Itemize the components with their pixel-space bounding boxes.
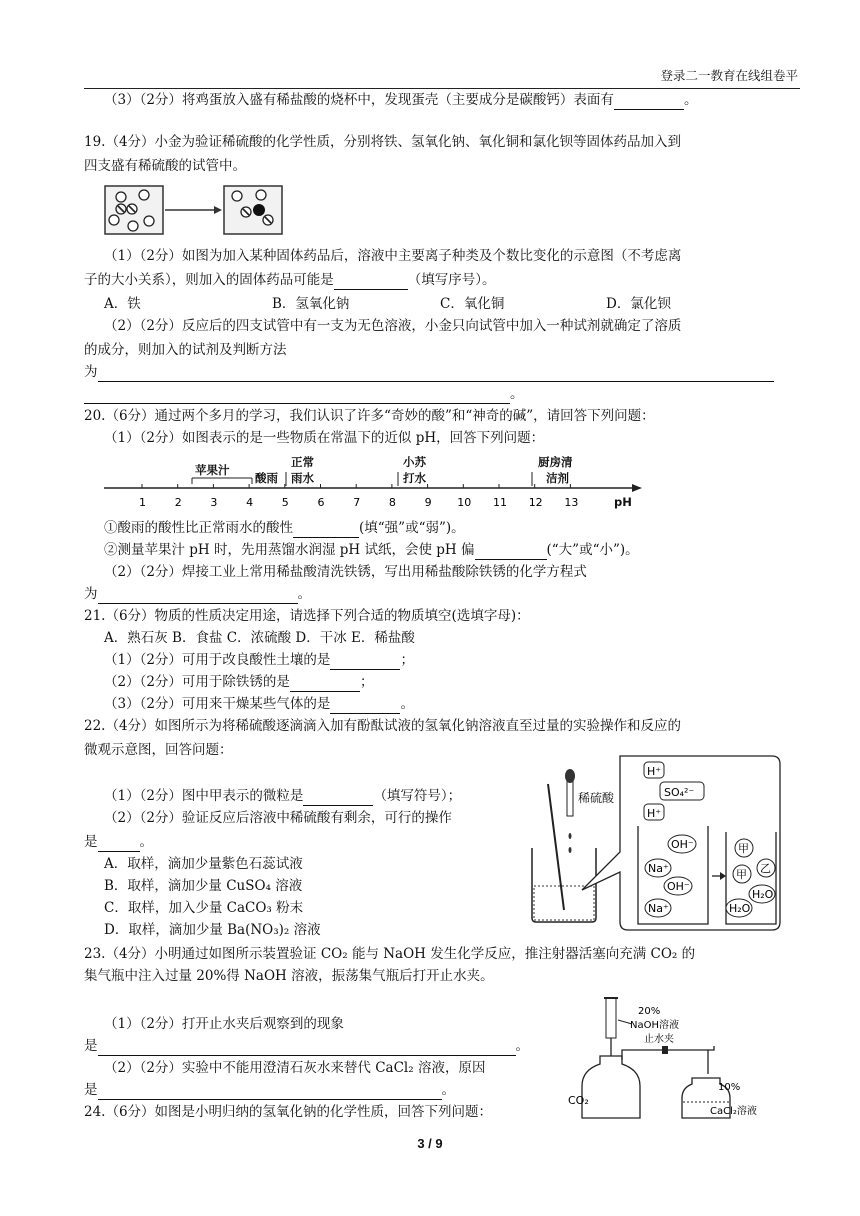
q19-part2-line2: 的成分，则加入的试剂及判断方法 xyxy=(84,342,287,358)
ph-tick-label: 4 xyxy=(246,496,254,509)
q19-ion-diagram xyxy=(100,182,290,240)
q22-part2-line1: （2）（2分）验证反应后溶液中稀硫酸有剩余，可行的操作 xyxy=(104,810,452,826)
ion-oh-1: OH⁻ xyxy=(671,838,694,851)
q19-option-c: C．氧化铜 xyxy=(440,296,505,312)
q19-part1-line2: 子的大小关系），则加入的固体药品可能是 （填写序号）。 xyxy=(84,272,496,288)
q22-option-b: B．取样，滴加少量 CuSO₄ 溶液 xyxy=(104,878,303,894)
q19-option-d: D．氯化钡 xyxy=(606,296,671,312)
ph-tick-label: 10 xyxy=(457,496,472,509)
particle-jia-2: 甲 xyxy=(736,868,747,881)
ph-tick-label: 9 xyxy=(424,496,432,509)
ion-na-2: Na⁺ xyxy=(648,902,669,915)
ph-tick-label: 2 xyxy=(174,496,182,509)
ph-scale-diagram xyxy=(100,452,650,514)
naoh-percent: 20% xyxy=(638,1006,661,1017)
label-normal-rain-1: 正常 xyxy=(291,455,314,469)
q20-part2-line2: 为 。 xyxy=(84,586,311,602)
header-brand: 登录二一教育在线组卷平 xyxy=(660,68,798,83)
q23-stem-2: 集气瓶中注入过量 20%得 NaOH 溶液，振荡集气瓶后打开止水夹。 xyxy=(84,968,494,984)
dropper-label: 稀硫酸 xyxy=(578,791,615,805)
q22-stem-2: 微观示意图，回答问题： xyxy=(84,742,233,758)
clamp-label: 止水夹 xyxy=(644,1034,674,1045)
label-ph-unit: pH xyxy=(614,495,632,509)
label-apple-juice: 苹果汁 xyxy=(195,463,230,477)
q21-part3: （3）（2分）可用来干燥某些气体的是 。 xyxy=(104,696,414,712)
q21-part2: （2）（2分）可用于除铁锈的是 ； xyxy=(104,674,374,690)
q21-stem: 21.（6分）物质的性质决定用途，请选择下列合适的物质填空(选填字母)： xyxy=(84,608,530,624)
ion-so4: SO₄²⁻ xyxy=(664,786,695,799)
ph-tick-label: 13 xyxy=(564,496,579,509)
q24-stem: 24.（6分）如图是小明归纳的氢氧化钠的化学性质，回答下列问题： xyxy=(84,1104,493,1120)
q20-sub1: ①酸雨的酸性比正常雨水的酸性 (填“强”或“弱”)。 xyxy=(104,520,465,536)
q21-choices: A．熟石灰 B．食盐 C．浓硫酸 D．干冰 E．稀盐酸 xyxy=(104,630,415,646)
naoh-label: NaOH溶液 xyxy=(630,1020,679,1031)
q23-stem-1: 23.（4分）小明通过如图所示装置验证 CO₂ 能与 NaOH 发生化学反应，推注射器活塞向充满 CO₂ 的 xyxy=(84,946,696,962)
header-rule xyxy=(84,88,800,89)
molecule-h2o-2: H₂O xyxy=(729,902,751,915)
q19-part2-line3: 为 xyxy=(84,362,774,382)
page-number: 3 / 9 xyxy=(417,1136,443,1151)
cacl2-percent: 10% xyxy=(718,1082,741,1093)
label-acid-rain: 酸雨 xyxy=(255,471,278,485)
particle-jia-1: 甲 xyxy=(738,842,749,855)
q23-part1-line1: （1）（2分）打开止水夹后观察到的现象 xyxy=(104,1016,344,1032)
q19-part2-line4: 。 xyxy=(84,384,524,404)
molecule-h2o-1: H₂O xyxy=(752,888,774,901)
q23-part2-line1: （2）（2分）实验中不能用澄清石灰水来替代 CaCl₂ 溶液，原因 xyxy=(104,1060,486,1076)
q23-apparatus-diagram xyxy=(560,994,780,1124)
ph-tick-label: 12 xyxy=(528,496,543,509)
ph-tick-label: 1 xyxy=(139,496,146,509)
q22-stem-1: 22.（4分）如图所示为将稀硫酸逐滴滴入加有酚酞试液的氢氧化钠溶液直至过量的实验操作和反应的 xyxy=(84,718,682,734)
q22-option-c: C．取样，加入少量 CaCO₃ 粉末 xyxy=(104,900,304,916)
ion-h-1: H⁺ xyxy=(647,765,662,778)
q22-part1: （1）（2分）图中甲表示的微粒是 （填写符号）； xyxy=(104,788,462,804)
q20-stem: 20.（6分）通过两个多月的学习，我们认识了许多“奇妙的酸”和“神奇的碱”，请回答下列问题： xyxy=(84,408,655,424)
q22-option-a: A．取样，滴加少量紫色石蕊试液 xyxy=(104,856,303,872)
label-baking-soda-2: 打水 xyxy=(403,471,426,485)
particle-yi: 乙 xyxy=(760,862,771,875)
q19-option-b: B．氢氧化钠 xyxy=(272,296,350,312)
ion-h-2: H⁺ xyxy=(647,807,662,820)
q19-option-a: A．铁 xyxy=(104,296,141,312)
cacl2-label: CaCl₂溶液 xyxy=(710,1106,757,1117)
label-kitchen-cleaner-2: 洁剂 xyxy=(546,471,569,485)
label-normal-rain-2: 雨水 xyxy=(291,471,314,485)
ion-na-1: Na⁺ xyxy=(648,862,669,875)
q20-part1: （1）（2分）如图表示的是一些物质在常温下的近似 pH，回答下列问题： xyxy=(104,430,545,446)
q19-stem-2: 四支盛有稀硫酸的试管中。 xyxy=(84,158,246,174)
ph-tick-label: 3 xyxy=(210,496,218,509)
q20-sub2: ②测量苹果汁 pH 时，先用蒸馏水润湿 pH 试纸，会使 pH 偏 (“大”或“小”)。 xyxy=(104,542,639,558)
q22-part2-line2: 是 。 xyxy=(84,834,153,850)
q19-part1-line1: （1）（2分）如图为加入某种固体药品后，溶液中主要离子种类及个数比变化的示意图（不考虑离 xyxy=(104,248,682,264)
ph-tick-label: 6 xyxy=(317,496,325,509)
ph-tick-label: 11 xyxy=(493,496,507,509)
q19-part2-line1: （2）（2分）反应后的四支试管中有一支为无色溶液，小金只向试管中加入一种试剂就确定了溶质 xyxy=(104,318,682,334)
q20-part2-line1: （2）（2分）焊接工业上常用稀盐酸清洗铁锈，写出用稀盐酸除铁锈的化学方程式 xyxy=(104,564,587,580)
q19-stem-1: 19.（4分）小金为验证稀硫酸的化学性质，分别将铁、氢氧化钠、氧化铜和氯化钡等固体药品加入到 xyxy=(84,134,682,150)
q23-part2-line2: 是 。 xyxy=(84,1082,455,1098)
ion-oh-2: OH⁻ xyxy=(667,880,690,893)
q21-part1: （1）（2分）可用于改良酸性土壤的是 ； xyxy=(104,652,414,668)
q22-micro-diagram xyxy=(520,752,785,934)
label-kitchen-cleaner-1: 厨房清 xyxy=(538,455,573,469)
q23-part1-line2: 是 。 xyxy=(84,1038,529,1054)
label-baking-soda-1: 小苏 xyxy=(403,455,426,469)
q18-part3: （3）（2分）将鸡蛋放入盛有稀盐酸的烧杯中，发现蛋壳（主要成分是碳酸钙）表面有 。 xyxy=(104,92,698,108)
q22-option-d: D．取样，滴加少量 Ba(NO₃)₂ 溶液 xyxy=(104,922,321,938)
co2-label: CO₂ xyxy=(568,1094,589,1107)
ph-tick-label: 7 xyxy=(353,496,361,509)
ph-tick-label: 5 xyxy=(281,496,289,509)
ph-tick-label: 8 xyxy=(388,496,396,509)
